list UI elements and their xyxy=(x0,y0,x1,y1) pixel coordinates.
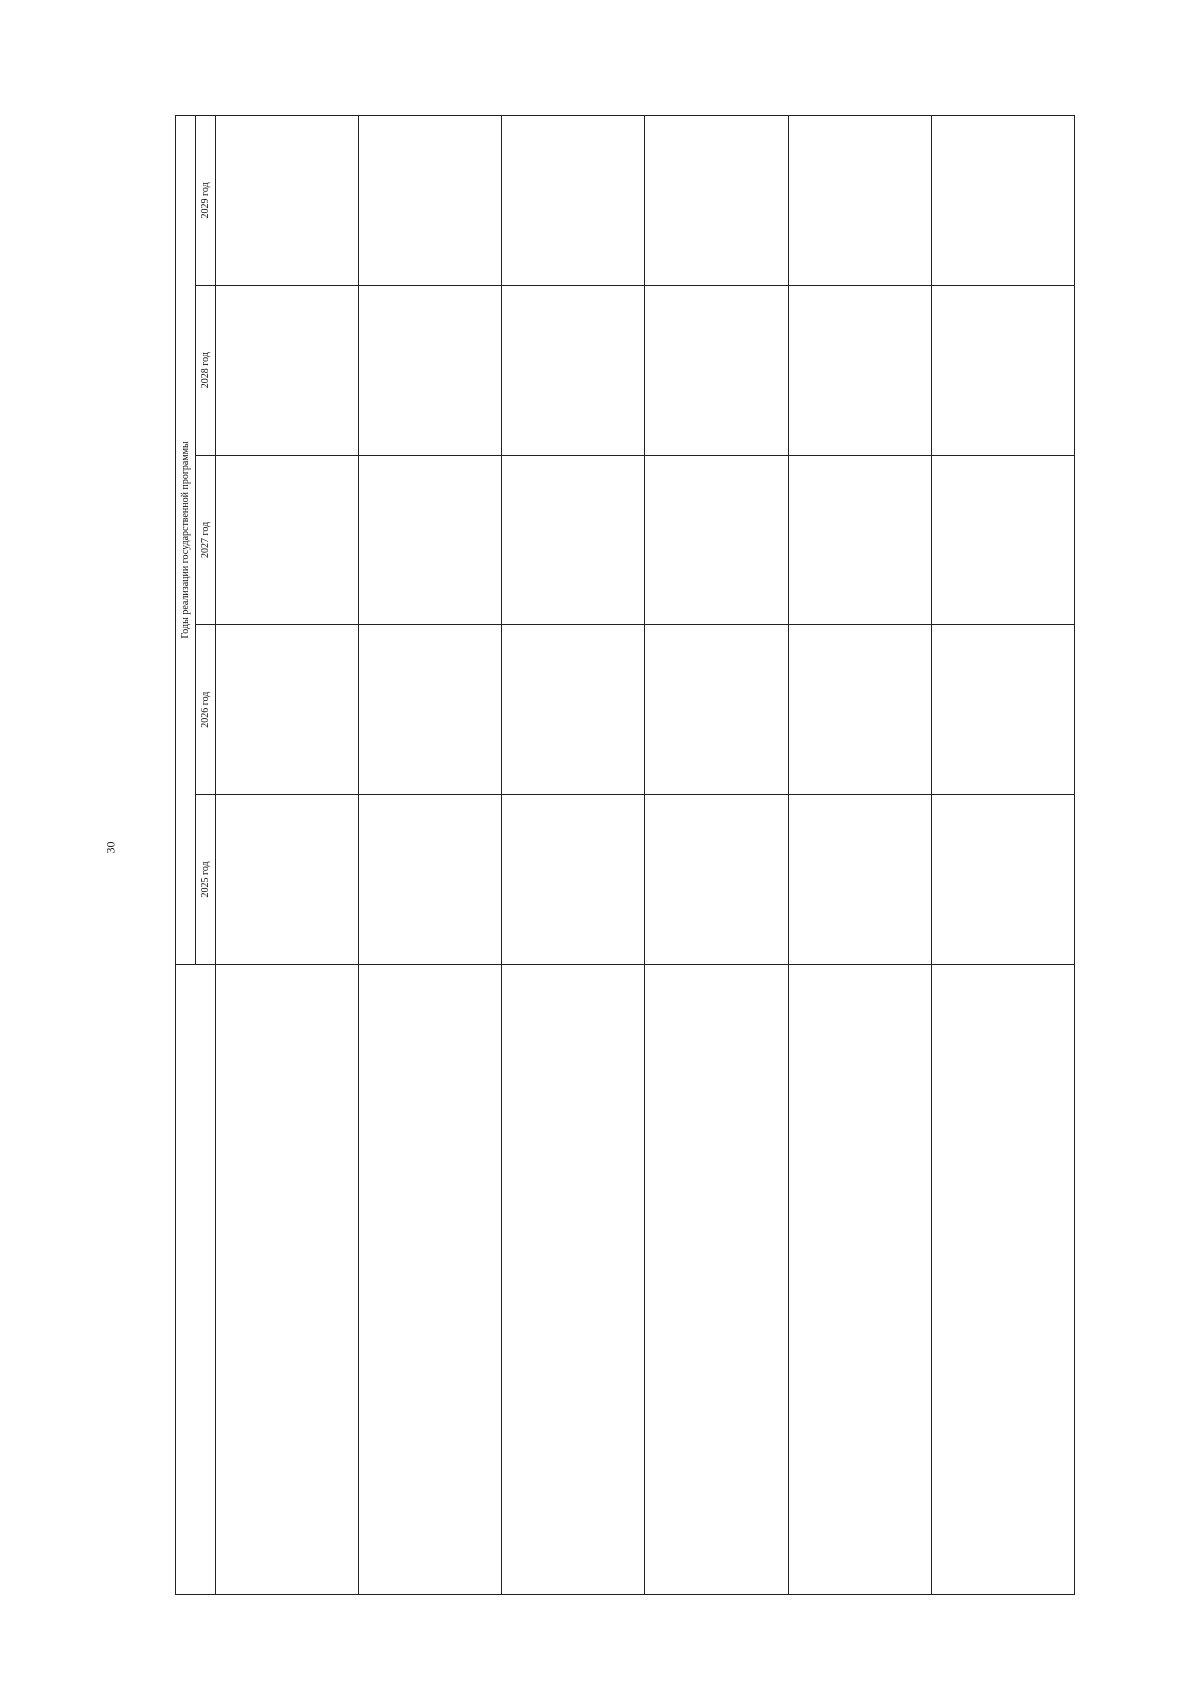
table-cell xyxy=(502,795,645,965)
table-cell xyxy=(502,964,645,1594)
program-table xyxy=(175,115,1075,1595)
table-cell xyxy=(359,116,502,286)
table-cell xyxy=(502,285,645,455)
table-row xyxy=(359,116,502,1595)
table-cell xyxy=(216,795,359,965)
table-cell xyxy=(788,116,931,286)
table-cell xyxy=(645,455,788,625)
table-cell xyxy=(502,625,645,795)
table-cell xyxy=(645,625,788,795)
table-cell xyxy=(502,116,645,286)
table-cell xyxy=(216,625,359,795)
page-number: 30 xyxy=(103,841,118,854)
table-cell xyxy=(216,116,359,286)
table-cell xyxy=(645,795,788,965)
table-cell xyxy=(788,964,931,1594)
year-header-2028: 2028 год xyxy=(196,285,216,455)
table-cell xyxy=(359,285,502,455)
table-cell xyxy=(931,455,1074,625)
table-cell xyxy=(788,455,931,625)
table-cell xyxy=(788,625,931,795)
table-cell xyxy=(216,455,359,625)
year-header-2026: 2026 год xyxy=(196,625,216,795)
table-cell xyxy=(502,455,645,625)
table-cell xyxy=(645,964,788,1594)
table-cell xyxy=(645,285,788,455)
year-header-2027: 2027 год xyxy=(196,455,216,625)
table-cell xyxy=(216,285,359,455)
table-cell xyxy=(645,116,788,286)
table-row xyxy=(502,116,645,1595)
table-cell xyxy=(788,795,931,965)
table-cell xyxy=(359,455,502,625)
table-row xyxy=(216,116,359,1595)
row-label-header xyxy=(176,964,216,1594)
years-group-header: Годы реализации государственной программы xyxy=(176,116,196,965)
table-row xyxy=(645,116,788,1595)
table-row xyxy=(788,116,931,1595)
table-cell xyxy=(359,964,502,1594)
table-cell xyxy=(931,116,1074,286)
table-cell xyxy=(931,795,1074,965)
table-cell xyxy=(931,964,1074,1594)
year-header-2025: 2025 год xyxy=(196,795,216,965)
table-cell xyxy=(216,964,359,1594)
table-cell xyxy=(359,795,502,965)
table-cell xyxy=(359,625,502,795)
table-wrapper xyxy=(175,115,1075,1595)
table-cell xyxy=(931,285,1074,455)
table-cell xyxy=(931,625,1074,795)
table-cell xyxy=(788,285,931,455)
year-header-2029: 2029 год xyxy=(196,116,216,286)
table-row xyxy=(931,116,1074,1595)
